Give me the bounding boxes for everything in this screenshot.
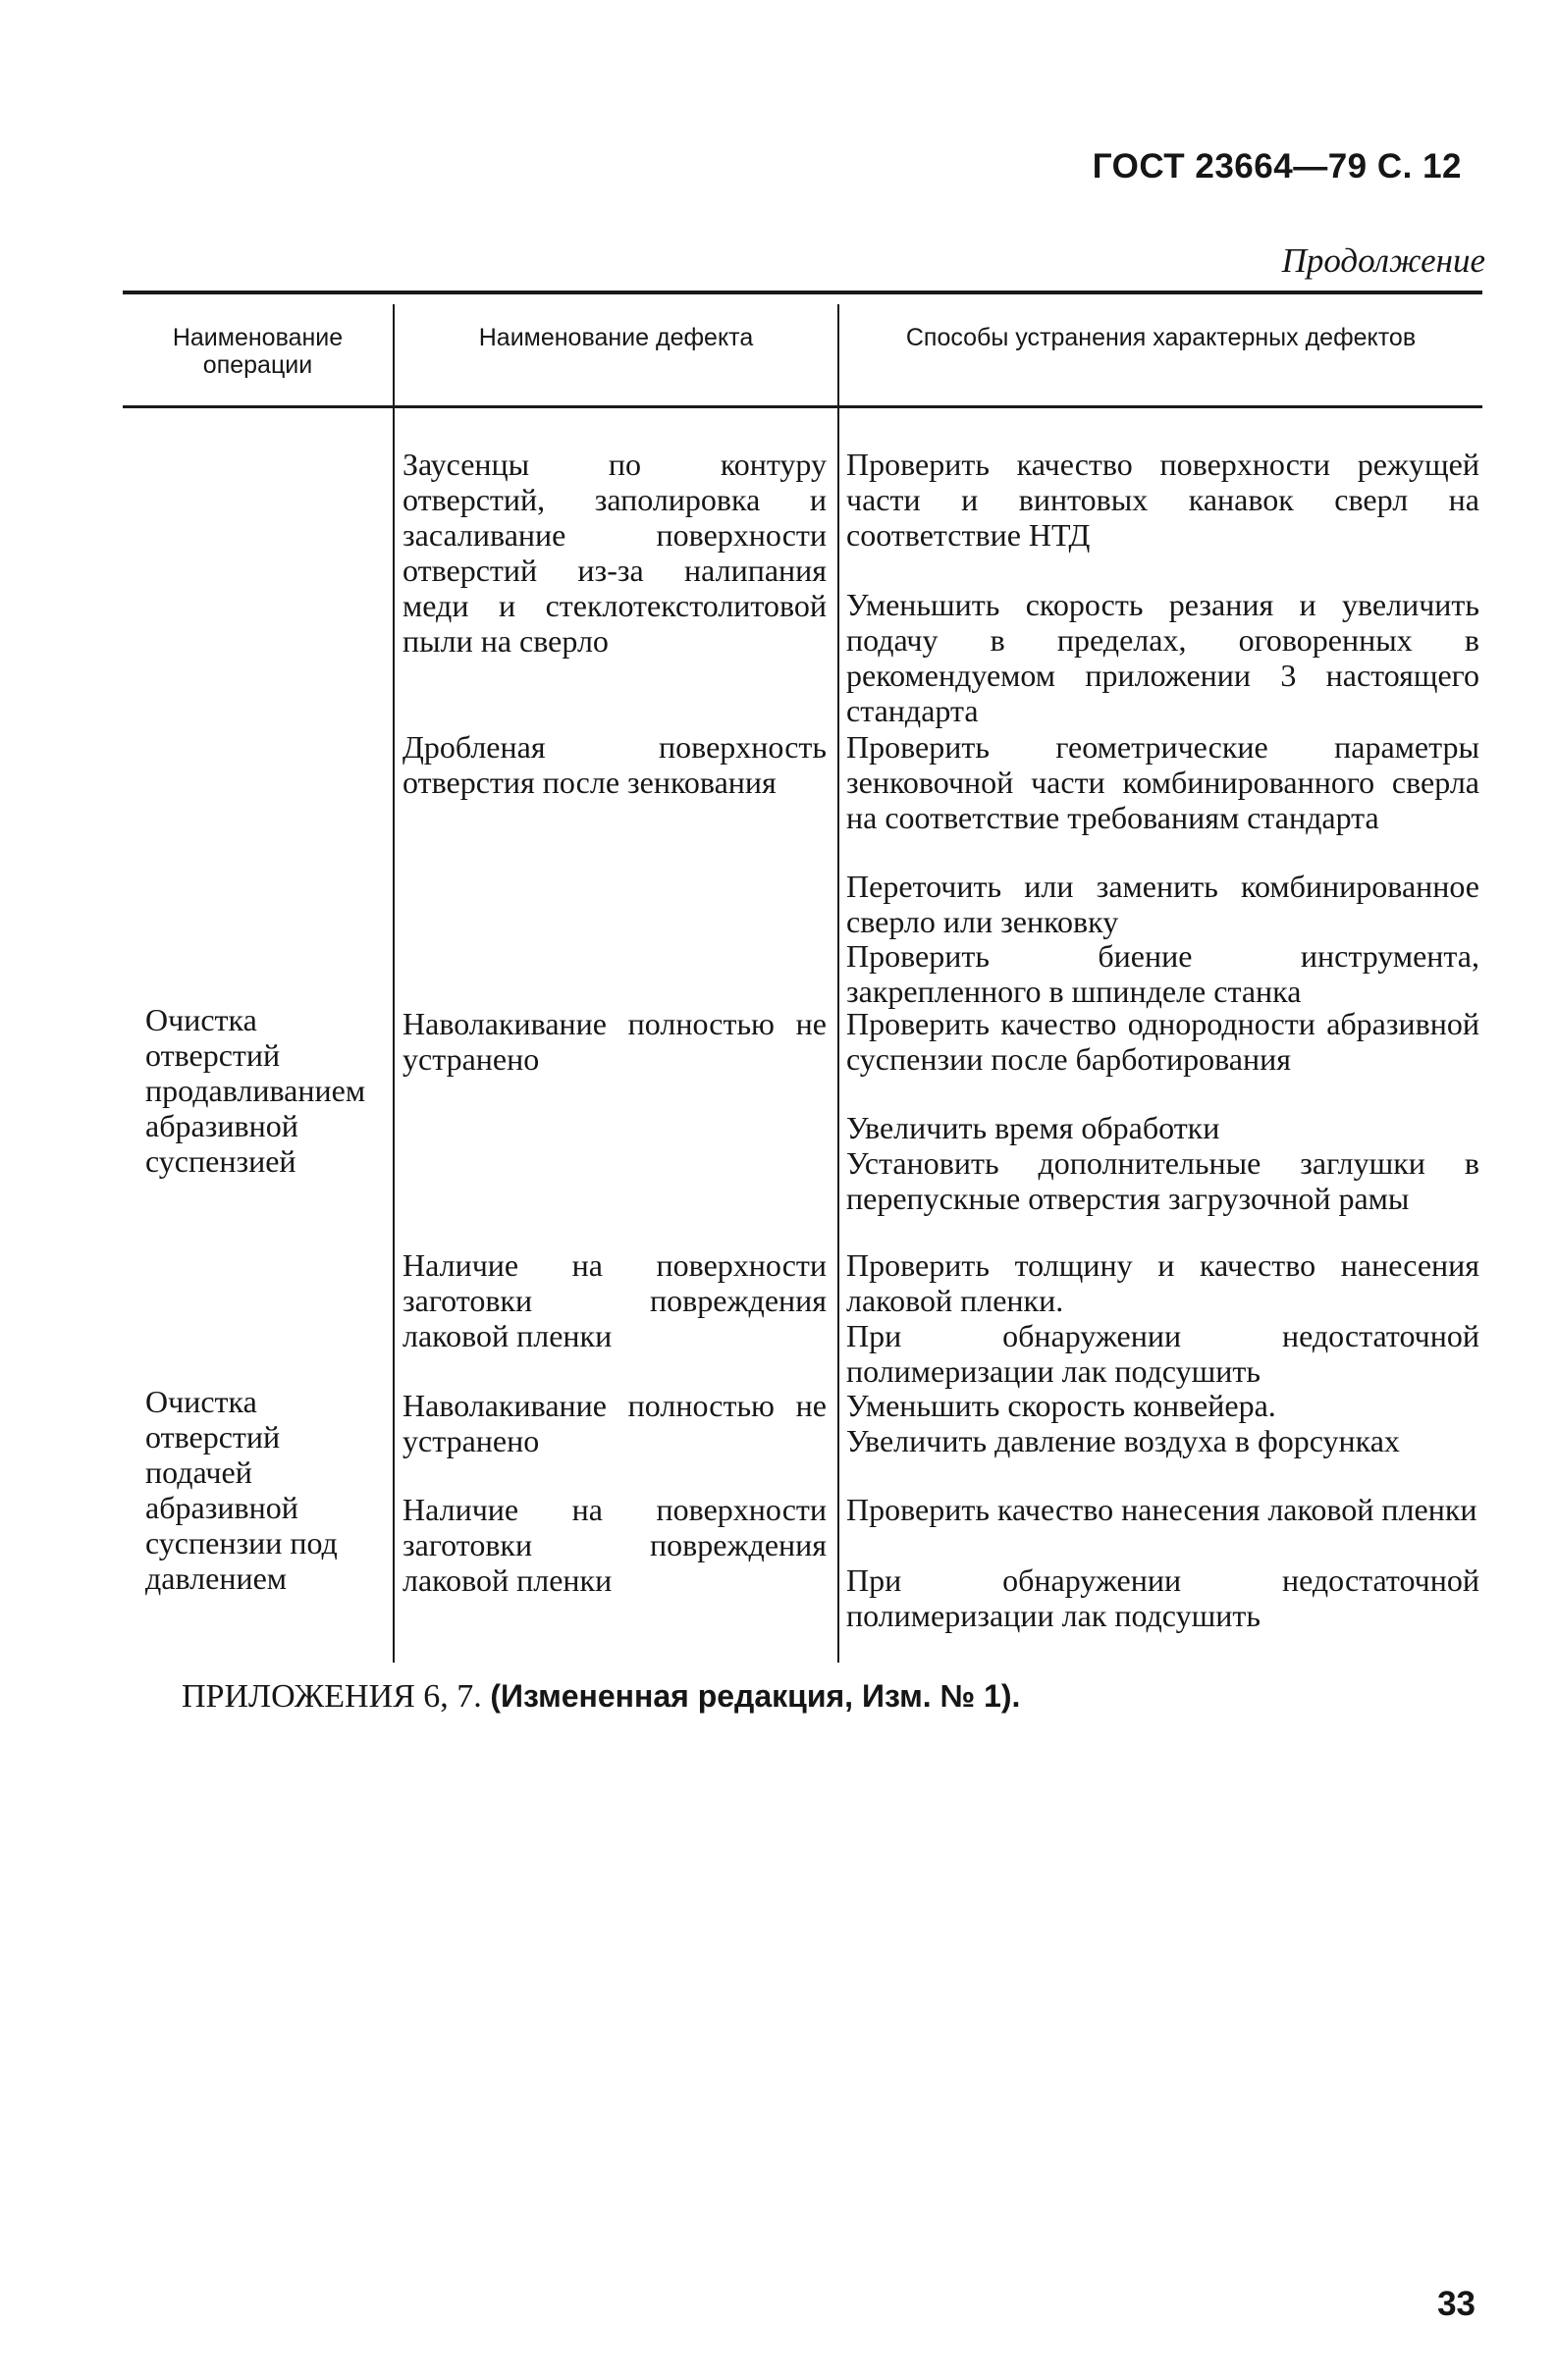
remedy-cell: Проверить качество однородности абразивной суспензии после барботирования (846, 1006, 1479, 1077)
remedy-cell: При обнаружении недостаточной полимеризации лак подсушить (846, 1562, 1479, 1633)
remedy-cell: Проверить геометрические параметры зенковочной части комбинированного сверла на соответствие требованиям стандарта (846, 729, 1479, 835)
remedy-cell: Переточить или заменить комбинированное сверло или зенковку (846, 869, 1479, 939)
operation-cell: Очистка отверстий подачей абразивной суспензии под давлением (145, 1384, 338, 1596)
defect-cell: Наволакивание полностью не устранено (402, 1388, 827, 1458)
defect-cell: Наволакивание полностью не устранено (402, 1006, 827, 1077)
remedy-cell: Увеличить давление воздуха в форсунках (846, 1423, 1400, 1458)
defect-cell: Наличие на поверхности заготовки повреждения лаковой пленки (402, 1247, 827, 1353)
amendment-note-prefix: ПРИЛОЖЕНИЯ 6, 7. (182, 1678, 482, 1715)
table-header-rule (123, 405, 1482, 408)
defect-cell: Заусенцы по контуру отверстий, заполировка и засаливание поверхности отверстий из-за налипания меди и стеклотекстолитовой пыли на сверло (402, 447, 827, 659)
page-header: ГОСТ 23664—79 С. 12 (1092, 147, 1462, 185)
column-divider (837, 304, 839, 1663)
defect-cell: Наличие на поверхности заготовки повреждения лаковой пленки (402, 1492, 827, 1598)
remedy-cell: Проверить толщину и качество нанесения лаковой пленки. (846, 1247, 1479, 1318)
table-top-rule (123, 291, 1482, 294)
remedy-cell: Увеличить время обработки (846, 1110, 1220, 1145)
column-header-defect: Наименование дефекта (478, 324, 754, 351)
page-number: 33 (1437, 2285, 1476, 2323)
amendment-note (182, 1678, 1020, 1716)
operation-cell: Очистка отверстий продавливанием абразивной суспензией (145, 1002, 366, 1179)
column-divider (393, 304, 395, 1663)
remedy-cell: Уменьшить скорость резания и увеличить подачу в пределах, оговоренных в рекомендуемом приложении 3 настоящего стандарта (846, 587, 1479, 728)
column-header-remedy: Способы устранения характерных дефектов (905, 324, 1417, 351)
amendment-note-edition: (Измененная редакция, Изм. № 1). (490, 1678, 1021, 1714)
remedy-cell: Проверить качество нанесения лаковой пленки (846, 1492, 1477, 1527)
remedy-cell: При обнаружении недостаточной полимеризации лак подсушить (846, 1318, 1479, 1389)
remedy-cell: Уменьшить скорость конвейера. (846, 1388, 1276, 1423)
remedy-cell: Проверить качество поверхности режущей части и винтовых канавок сверл на соответствие НТД (846, 447, 1479, 553)
column-header-operation: Наименование операции (172, 324, 344, 379)
continuation-label: Продолжение (1281, 241, 1485, 280)
remedy-cell: Установить дополнительные заглушки в перепускные отверстия загрузочной рамы (846, 1145, 1479, 1216)
defect-cell: Дробленая поверхность отверстия после зенкования (402, 729, 827, 800)
remedy-cell: Проверить биение инструмента, закрепленного в шпинделе станка (846, 938, 1479, 1009)
